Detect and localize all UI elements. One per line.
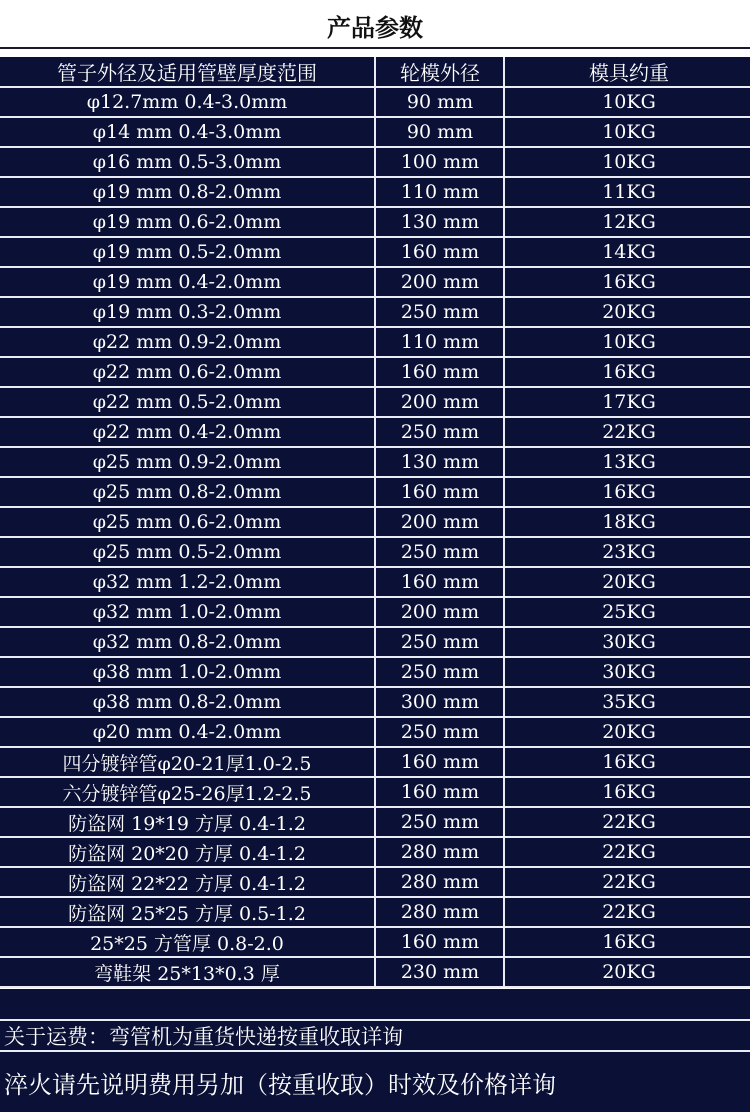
cell-wheel-diameter: 200 mm [400,391,480,413]
table-row [0,268,750,298]
cell-pipe-spec: 防盗网 19*19 方厚 0.4-1.2 [68,812,306,835]
cell-mold-weight: 35KG [602,691,656,713]
cell-wheel-diameter: 280 mm [400,871,480,893]
cell-pipe-spec: φ19 mm 0.3-2.0mm [92,301,282,323]
column-divider [503,508,505,536]
cell-wheel-diameter: 130 mm [400,451,480,473]
table-row [0,328,750,358]
cell-pipe-spec: φ25 mm 0.5-2.0mm [92,541,282,563]
title-divider [0,47,750,49]
column-divider [374,148,376,176]
column-divider [374,508,376,536]
cell-mold-weight: 25KG [602,601,656,623]
column-divider [374,958,376,986]
table-row [0,388,750,418]
column-divider [503,868,505,896]
column-divider [503,628,505,656]
cell-wheel-diameter: 160 mm [400,361,480,383]
column-divider [503,538,505,566]
cell-mold-weight: 16KG [602,361,656,383]
cell-pipe-spec: 防盗网 20*20 方厚 0.4-1.2 [68,842,306,865]
cell-mold-weight: 22KG [602,421,656,443]
cell-pipe-spec: φ38 mm 0.8-2.0mm [92,691,282,713]
page-title: 产品参数 [327,14,423,42]
cell-mold-weight: 30KG [602,631,656,653]
column-divider [374,778,376,806]
cell-pipe-spec: 四分镀锌管φ20-21厚1.0-2.5 [62,752,312,775]
column-divider [503,808,505,836]
column-divider [503,298,505,326]
table-row [0,478,750,508]
cell-mold-weight: 18KG [602,511,656,533]
column-divider [503,88,505,116]
header-mold-weight: 模具约重 [589,61,669,85]
column-divider [503,748,505,776]
cell-wheel-diameter: 160 mm [400,751,480,773]
cell-pipe-spec: φ19 mm 0.4-2.0mm [92,271,282,293]
table-row [0,598,750,628]
cell-wheel-diameter: 160 mm [400,241,480,263]
column-divider [503,838,505,866]
column-divider [503,448,505,476]
column-divider [374,598,376,626]
cell-wheel-diameter: 90 mm [406,91,474,113]
cell-wheel-diameter: 100 mm [400,151,480,173]
column-divider [503,958,505,986]
cell-mold-weight: 20KG [602,961,656,983]
cell-wheel-diameter: 280 mm [400,901,480,923]
cell-pipe-spec: φ19 mm 0.8-2.0mm [92,181,282,203]
cell-wheel-diameter: 250 mm [400,301,480,323]
column-divider [503,598,505,626]
header-pipe-spec: 管子外径及适用管壁厚度范围 [57,61,317,85]
cell-pipe-spec: φ22 mm 0.4-2.0mm [92,421,282,443]
cell-mold-weight: 22KG [602,811,656,833]
cell-mold-weight: 20KG [602,571,656,593]
column-divider [374,358,376,386]
cell-mold-weight: 16KG [602,481,656,503]
cell-pipe-spec: φ32 mm 1.0-2.0mm [92,601,282,623]
cell-mold-weight: 10KG [602,91,656,113]
column-divider [503,388,505,416]
cell-wheel-diameter: 250 mm [400,661,480,683]
column-divider [374,478,376,506]
column-divider [503,718,505,746]
cell-wheel-diameter: 110 mm [400,331,480,353]
column-divider [503,148,505,176]
column-divider [503,928,505,956]
table-row [0,358,750,388]
column-divider [374,328,376,356]
cell-mold-weight: 12KG [602,211,656,233]
shipping-note: 关于运费：弯管机为重货快递按重收取详询 [0,1021,750,1052]
table-row [0,868,750,898]
cell-pipe-spec: 六分镀锌管φ25-26厚1.2-2.5 [62,782,312,805]
column-divider [374,898,376,926]
cell-pipe-spec: φ22 mm 0.9-2.0mm [92,331,282,353]
cell-wheel-diameter: 250 mm [400,721,480,743]
column-divider [374,658,376,686]
cell-pipe-spec: φ12.7mm 0.4-3.0mm [86,91,288,113]
cell-mold-weight: 11KG [602,181,656,203]
table-row [0,838,750,868]
cell-mold-weight: 16KG [602,781,656,803]
cell-wheel-diameter: 200 mm [400,511,480,533]
cell-mold-weight: 16KG [602,271,656,293]
column-divider [374,118,376,146]
cell-pipe-spec: φ19 mm 0.5-2.0mm [92,241,282,263]
column-divider [374,418,376,446]
column-divider [503,268,505,296]
cell-wheel-diameter: 250 mm [400,631,480,653]
column-divider [374,808,376,836]
cell-pipe-spec: φ19 mm 0.6-2.0mm [92,211,282,233]
cell-wheel-diameter: 200 mm [400,601,480,623]
column-divider [503,208,505,236]
column-divider [374,178,376,206]
cell-pipe-spec: 防盗网 22*22 方厚 0.4-1.2 [68,872,306,895]
column-divider [374,448,376,476]
table-row [0,118,750,148]
column-divider [374,868,376,896]
table-row [0,658,750,688]
cell-pipe-spec: φ25 mm 0.9-2.0mm [92,451,282,473]
cell-mold-weight: 23KG [602,541,656,563]
column-divider [374,388,376,416]
cell-mold-weight: 30KG [602,661,656,683]
table-row [0,778,750,808]
table-row [0,958,750,988]
table-row [0,208,750,238]
column-divider [503,178,505,206]
cell-wheel-diameter: 110 mm [400,181,480,203]
table-row [0,898,750,928]
cell-pipe-spec: φ20 mm 0.4-2.0mm [92,721,282,743]
table-row [0,298,750,328]
cell-wheel-diameter: 160 mm [400,931,480,953]
table-row [0,928,750,958]
quench-note: 淬火请先说明费用另加（按重收取）时效及价格详询 [0,1052,750,1112]
column-divider [503,328,505,356]
cell-pipe-spec: φ16 mm 0.5-3.0mm [92,151,282,173]
cell-mold-weight: 22KG [602,871,656,893]
cell-wheel-diameter: 280 mm [400,841,480,863]
cell-mold-weight: 17KG [602,391,656,413]
cell-mold-weight: 10KG [602,121,656,143]
column-divider [374,568,376,596]
cell-wheel-diameter: 90 mm [406,121,474,143]
cell-pipe-spec: φ25 mm 0.8-2.0mm [92,481,282,503]
page-header [0,0,750,57]
column-divider [374,688,376,716]
cell-pipe-spec: φ38 mm 1.0-2.0mm [92,661,282,683]
header-wheel-diameter: 轮模外径 [400,61,480,85]
cell-pipe-spec: φ32 mm 0.8-2.0mm [92,631,282,653]
column-divider [503,568,505,596]
cell-wheel-diameter: 250 mm [400,541,480,563]
cell-mold-weight: 13KG [602,451,656,473]
table-row [0,448,750,478]
table-row [0,748,750,778]
table-row [0,148,750,178]
column-divider [374,298,376,326]
cell-pipe-spec: 防盗网 25*25 方厚 0.5-1.2 [68,902,306,925]
cell-mold-weight: 20KG [602,301,656,323]
table-row [0,718,750,748]
table-row [0,238,750,268]
column-divider [503,238,505,266]
table-row [0,688,750,718]
spec-table [0,57,750,988]
cell-pipe-spec: φ22 mm 0.6-2.0mm [92,361,282,383]
cell-mold-weight: 10KG [602,151,656,173]
column-divider [374,628,376,656]
table-row [0,88,750,118]
cell-mold-weight: 14KG [602,241,656,263]
table-row [0,418,750,448]
cell-mold-weight: 16KG [602,751,656,773]
cell-wheel-diameter: 230 mm [400,961,480,983]
table-row [0,538,750,568]
cell-mold-weight: 22KG [602,901,656,923]
cell-wheel-diameter: 160 mm [400,571,480,593]
cell-wheel-diameter: 250 mm [400,811,480,833]
column-divider [374,718,376,746]
cell-pipe-spec: φ14 mm 0.4-3.0mm [92,121,282,143]
cell-wheel-diameter: 160 mm [400,481,480,503]
cell-wheel-diameter: 200 mm [400,271,480,293]
cell-pipe-spec: φ22 mm 0.5-2.0mm [92,391,282,413]
table-blank-row [0,989,750,1021]
cell-wheel-diameter: 130 mm [400,211,480,233]
table-row [0,178,750,208]
column-divider [374,928,376,956]
column-divider [374,748,376,776]
table-row [0,568,750,598]
column-divider [503,778,505,806]
cell-mold-weight: 22KG [602,841,656,863]
cell-mold-weight: 10KG [602,331,656,353]
column-divider [374,268,376,296]
column-divider [503,658,505,686]
column-divider [503,688,505,716]
table-row [0,508,750,538]
cell-wheel-diameter: 250 mm [400,421,480,443]
column-divider [374,208,376,236]
cell-mold-weight: 16KG [602,931,656,953]
column-divider [503,57,505,86]
column-divider [503,118,505,146]
column-divider [374,57,376,86]
cell-pipe-spec: 25*25 方管厚 0.8-2.0 [90,932,284,955]
column-divider [374,838,376,866]
column-divider [503,418,505,446]
cell-wheel-diameter: 300 mm [400,691,480,713]
column-divider [374,538,376,566]
cell-mold-weight: 20KG [602,721,656,743]
cell-pipe-spec: 弯鞋架 25*13*0.3 厚 [94,962,280,985]
column-divider [503,478,505,506]
column-divider [503,358,505,386]
column-divider [374,238,376,266]
cell-pipe-spec: φ32 mm 1.2-2.0mm [92,571,282,593]
column-divider [503,898,505,926]
cell-wheel-diameter: 160 mm [400,781,480,803]
table-row [0,628,750,658]
table-row [0,808,750,838]
column-divider [374,88,376,116]
table-header-row [0,57,750,88]
cell-pipe-spec: φ25 mm 0.6-2.0mm [92,511,282,533]
